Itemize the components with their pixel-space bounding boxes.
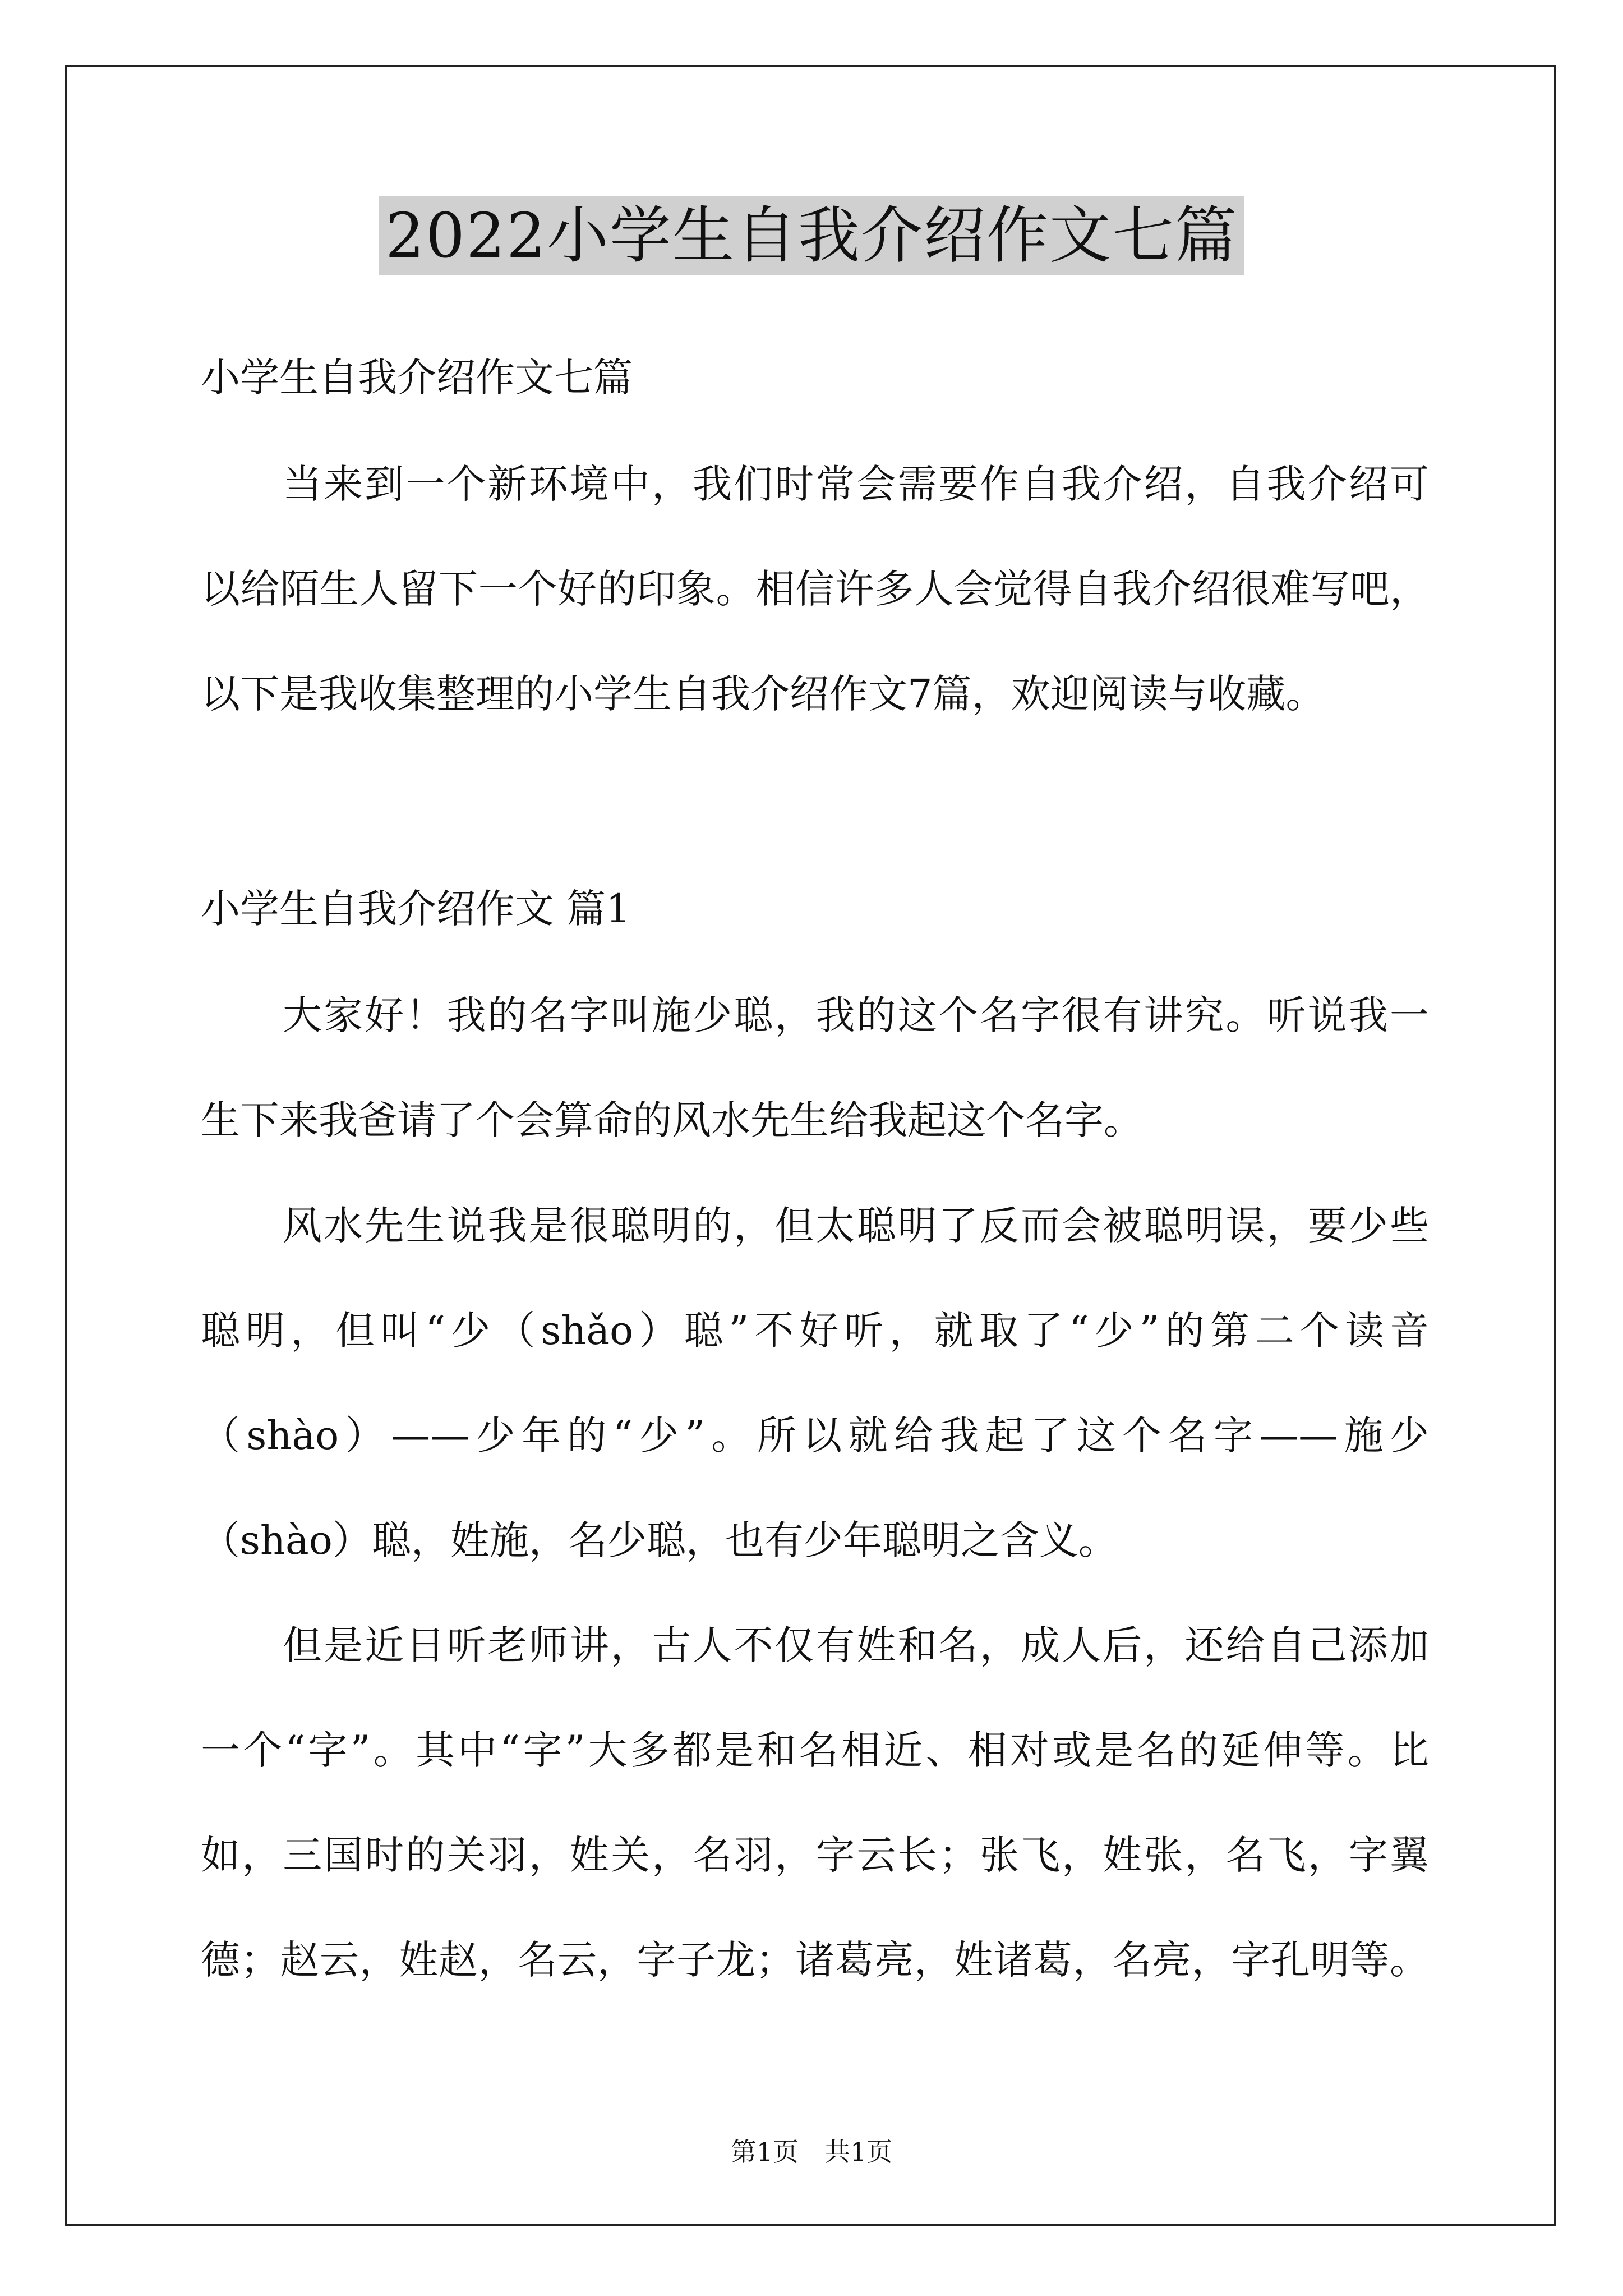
paragraph-line: 但是近日听老师讲，古人不仅有姓和名，成人后，还给自己添加 [283, 1622, 1429, 1668]
paragraph-line: 大家好！我的名字叫施少聪，我的这个名字很有讲究。听说我一 [283, 992, 1429, 1038]
paragraph-line: 一个“字”。其中“字”大多都是和名相近、相对或是名的延伸等。比 [201, 1727, 1429, 1773]
section-heading: 小学生自我介绍作文 篇1 [201, 886, 631, 932]
paragraph-line: 聪明，但叫“少（shǎo）聪”不好听，就取了“少”的第二个读音 [201, 1308, 1429, 1354]
paragraph-line: 如，三国时的关羽，姓关，名羽，字云长；张飞，姓张，名飞，字翼 [201, 1832, 1429, 1878]
paragraph-line: 德；赵云，姓赵，名云，字子龙；诸葛亮，姓诸葛，名亮，字孔明等。 [201, 1937, 1429, 1983]
paragraph-line: 生下来我爸请了个会算命的风水先生给我起这个名字。 [201, 1097, 1143, 1143]
subtitle: 小学生自我介绍作文七篇 [201, 355, 633, 401]
page-footer: 第1页 共1页 [730, 2137, 893, 2167]
intro-line: 以下是我收集整理的小学生自我介绍作文7篇，欢迎阅读与收藏。 [201, 671, 1325, 717]
paragraph-line: （shào）——少年的“少”。所以就给我起了这个名字——施少 [201, 1412, 1429, 1458]
title-container [0, 196, 1623, 275]
document-title: 2022小学生自我介绍作文七篇 [379, 196, 1244, 275]
paragraph-line: 风水先生说我是很聪明的，但太聪明了反而会被聪明误，要少些 [283, 1203, 1429, 1249]
intro-line: 当来到一个新环境中，我们时常会需要作自我介绍，自我介绍可 [283, 461, 1429, 507]
intro-line: 以给陌生人留下一个好的印象。相信许多人会觉得自我介绍很难写吧， [201, 566, 1429, 612]
paragraph-line: （shào）聪，姓施，名少聪，也有少年聪明之含义。 [201, 1517, 1118, 1563]
